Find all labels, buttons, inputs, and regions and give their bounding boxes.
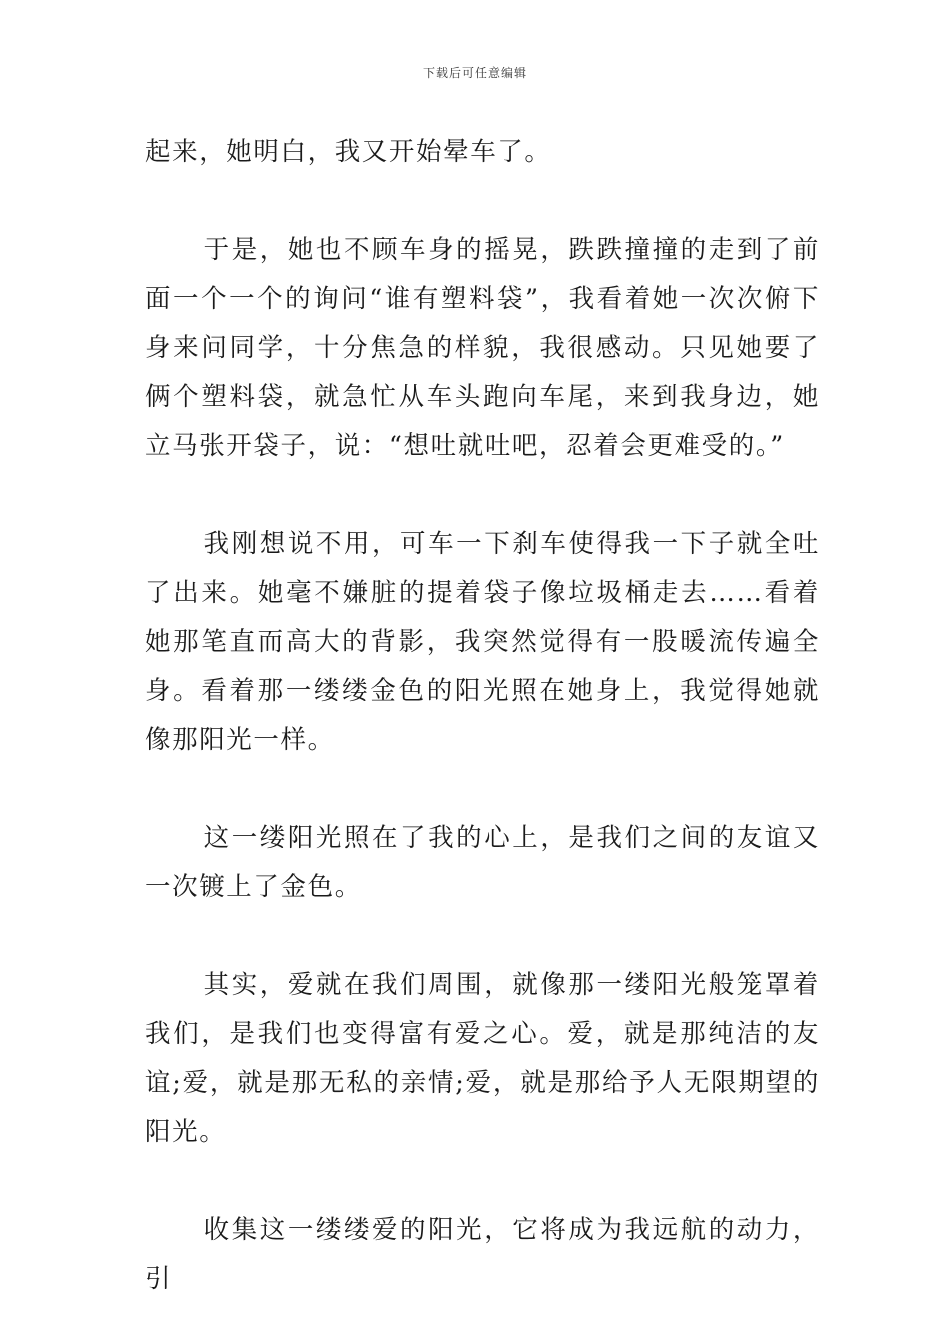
- paragraph-gap: [145, 912, 820, 961]
- document-body: [145, 128, 820, 1304]
- page-header-note: 下载后可任意编辑: [422, 66, 527, 80]
- paragraph-love-around: 其实，爱就在我们周围，就像那一缕阳光般笼罩着我们，是我们也变得富有爱之心。爱，就是那纯洁的友谊;爱，就是那无私的亲情;爱，就是那给予人无限期望的阳光。: [145, 970, 820, 1147]
- paragraph-friendship: 这一缕阳光照在了我的心上，是我们之间的友谊又一次镀上了金色。: [145, 823, 820, 902]
- paragraph-gap: [145, 765, 820, 814]
- paragraph-gap: [145, 1157, 820, 1206]
- paragraph-closing: 收集这一缕缕爱的阳光，它将成为我远航的动力，引: [145, 1215, 820, 1294]
- paragraph-gap: [145, 471, 820, 520]
- paragraph-plastic-bag: 于是，她也不顾车身的摇晃，跌跌撞撞的走到了前面一个一个的询问“谁有塑料袋”，我看着她一次次俯下身来问同学，十分焦急的样貌，我很感动。只见她要了俩个塑料袋，就急忙从车头跑向车尾，来到我身边，她立马张开袋子，说：“想吐就吐吧，忍着会更难受的。”: [145, 235, 820, 461]
- paragraph-continuation: 起来，她明白，我又开始晕车了。: [145, 137, 552, 167]
- paragraph-gap: [145, 177, 820, 226]
- paragraph-warm-feeling: 我刚想说不用，可车一下刹车使得我一下子就全吐了出来。她毫不嫌脏的提着袋子像垃圾桶走去……看着她那笔直而高大的背影，我突然觉得有一股暖流传遍全身。看着那一缕缕金色的阳光照在她身上，我觉得她就像那阳光一样。: [145, 529, 820, 755]
